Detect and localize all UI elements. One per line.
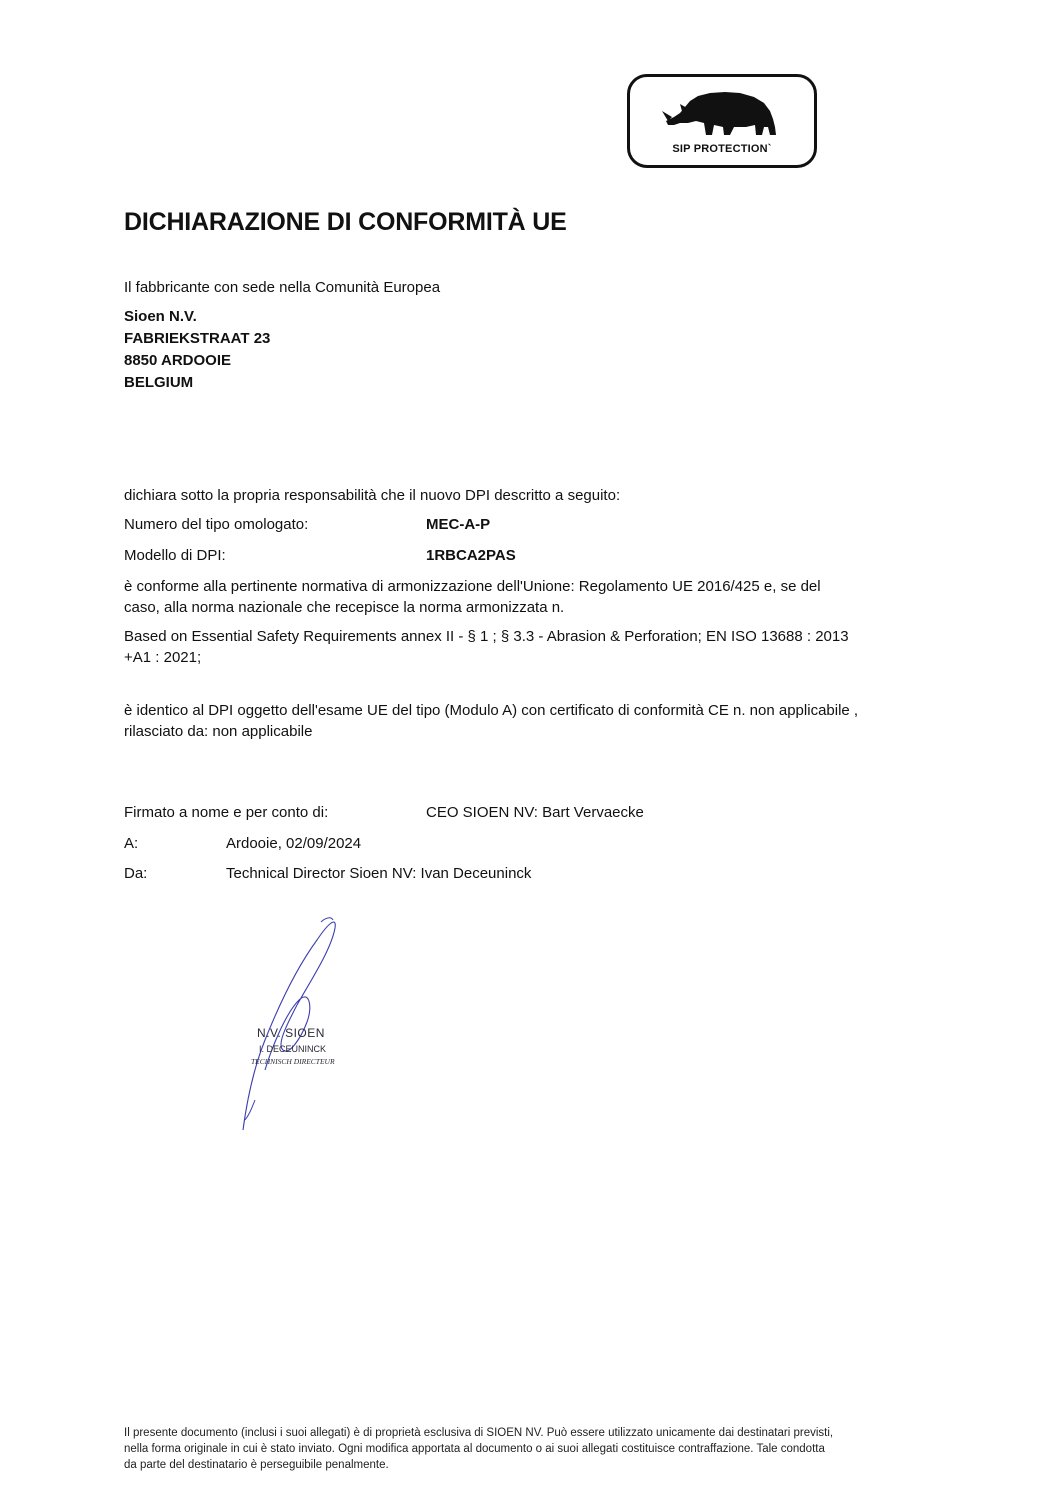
identical-line-2: rilasciato da: non applicabile <box>124 723 313 740</box>
company-logo <box>627 74 817 168</box>
stamp-line-3: TECHNISCH DIRECTEUR <box>251 1057 335 1066</box>
signed-by-label: Da: <box>124 865 148 882</box>
standards-statement <box>124 626 924 668</box>
manufacturer-city: 8850 ARDOOIE <box>124 352 231 369</box>
conformity-line-1: è conforme alla pertinente normativa di armonizzazione dell'Unione: Regolamento UE 2016/425 e, se del <box>124 578 821 595</box>
manufacturer-name: Sioen N.V. <box>124 308 197 325</box>
signature-stamp <box>225 910 365 1145</box>
signed-by-value: Technical Director Sioen NV: Ivan Deceuninck <box>226 865 532 882</box>
document-title: DICHIARAZIONE DI CONFORMITÀ UE <box>124 208 567 236</box>
on-behalf-value: CEO SIOEN NV: Bart Vervaecke <box>426 804 644 821</box>
conformity-line-2: caso, alla norma nazionale che recepisce la norma armonizzata n. <box>124 599 565 616</box>
conformity-statement <box>124 576 924 618</box>
logo-brand-text: SIP PROTECTION` <box>672 143 772 155</box>
place-label: A: <box>124 835 139 852</box>
on-behalf-label: Firmato a nome e per conto di: <box>124 804 329 821</box>
handwritten-signature <box>225 910 365 1140</box>
ppe-model-value: 1RBCA2PAS <box>426 547 516 564</box>
footer-line-3: da parte del destinatario è perseguibile penalmente. <box>124 1459 389 1471</box>
place-date-value: Ardooie, 02/09/2024 <box>226 835 362 852</box>
footer-line-2: nella forma originale in cui è stato inviato. Ogni modifica apportata al documento o ai suoi allegati costituisce contraffazione. Tale condotta <box>124 1443 825 1455</box>
manufacturer-street: FABRIEKSTRAAT 23 <box>124 330 271 347</box>
ppe-model-label: Modello di DPI: <box>124 547 226 564</box>
identical-line-1: è identico al DPI oggetto dell'esame UE del tipo (Modulo A) con certificato di conformità CE n. non applicabile , <box>124 702 859 719</box>
type-number-value: MEC-A-P <box>426 516 491 533</box>
type-number-label: Numero del tipo omologato: <box>124 516 309 533</box>
declaration-intro: dichiara sotto la propria responsabilità che il nuovo DPI descritto a seguito: <box>124 487 621 504</box>
standards-line-1: Based on Essential Safety Requirements annex II - § 1 ; § 3.3 - Abrasion & Perforation; EN ISO 13688 : 2013 <box>124 628 849 645</box>
manufacturer-country: BELGIUM <box>124 374 194 391</box>
legal-footer <box>124 1425 934 1473</box>
footer-line-1: Il presente documento (inclusi i suoi allegati) è di proprietà esclusiva di SIOEN NV. Può essere utilizzato unicamente dai destinatari previsti, <box>124 1427 834 1439</box>
identical-statement <box>124 700 924 742</box>
standards-line-2: +A1 : 2021; <box>124 649 202 666</box>
stamp-line-2: I. DECEUNINCK <box>259 1044 327 1054</box>
manufacturer-intro: Il fabbricante con sede nella Comunità Europea <box>124 279 441 296</box>
stamp-line-1: N.V. SIOEN <box>257 1026 325 1040</box>
